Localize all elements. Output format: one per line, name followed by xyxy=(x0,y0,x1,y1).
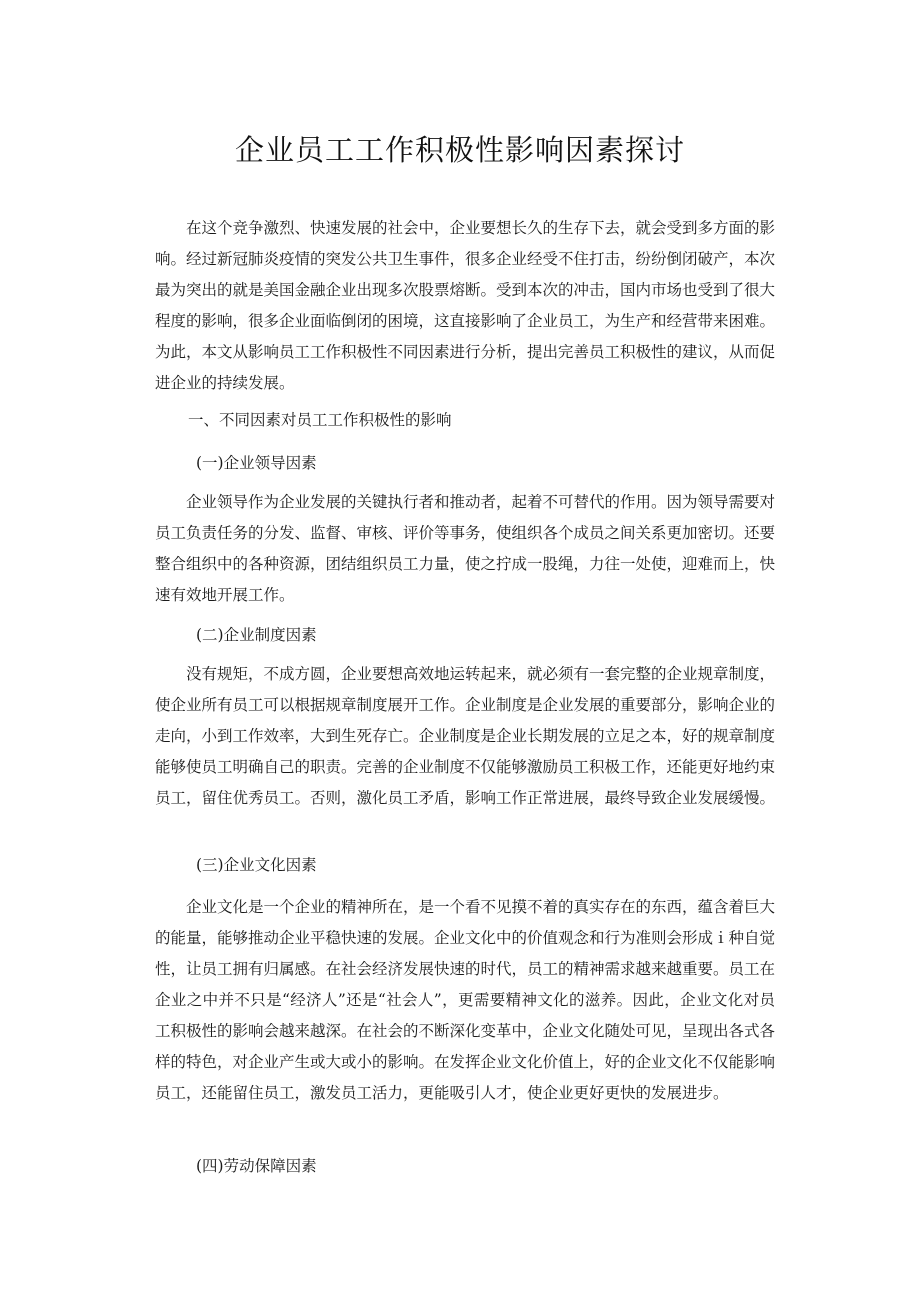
document-title: 企业员工工作积极性影响因素探讨 xyxy=(234,133,685,167)
section-1-heading: 一、不同因素对员工工作积极性的影响 xyxy=(188,411,452,429)
subsection-3-paragraph: 企业文化是一个企业的精神所在，是一个看不见摸不着的真实存在的东西，蕴含着巨大的能量，能够推动企业平稳快速的发展。企业文化中的价值观念和行为准则会形成ｉ种自觉性，让员工拥有归属感。在社会经济发展快速的时代，员工的精神需求越来越重要。员工在企业之中并不只是“经济人”还是“社会人”，更需要精神文化的滋养。因此，企业文化对员工积极性的影响会越来越深。在社会的不断深化变革中，企业文化随处可见，呈现出各式各样的特色，对企业产生或大或小的影响。在发挥企业文化价值上，好的企业文化不仅能影响员工，还能留住员工，激发员工活力，更能吸引人才，使企业更好更快的发展进步。 xyxy=(155,898,776,1102)
subsection-1-heading: (一)企业领导因素 xyxy=(196,454,317,472)
subsection-2-heading: (二)企业制度因素 xyxy=(196,626,317,644)
subsection-3-heading: (三)企业文化因素 xyxy=(196,856,317,874)
subsection-4-heading: (四)劳动保障因素 xyxy=(196,1157,317,1175)
subsection-2-paragraph: 没有规矩，不成方圆，企业要想高效地运转起来，就必须有一套完整的企业规章制度，使企业所有员工可以根据规章制度展开工作。企业制度是企业发展的重要部分，影响企业的走向，小到工作效率，大到生死存亡。企业制度是企业长期发展的立足之本，好的规章制度能够使员工明确自己的职责。完善的企业制度不仅能够激励员工积极工作，还能更好地约束员工，留住优秀员工。否则，激化员工矛盾，影响工作正常进展，最终导致企业发展缓慢。 xyxy=(155,665,776,807)
subsection-1-paragraph: 企业领导作为企业发展的关键执行者和推动者，起着不可替代的作用。因为领导需要对员工负责任务的分发、监督、审核、评价等事务，使组织各个成员之间关系更加密切。还要整合组织中的各种资源，团结组织员工力量，使之拧成一股绳，力往一处使，迎难而上，快速有效地开展工作。 xyxy=(155,493,776,604)
intro-paragraph: 在这个竞争激烈、快速发展的社会中，企业要想长久的生存下去，就会受到多方面的影响。经过新冠肺炎疫情的突发公共卫生事件，很多企业经受不住打击，纷纷倒闭破产，本次最为突出的就是美国金融企业出现多次股票熔断。受到本次的冲击，国内市场也受到了很大程度的影响，很多企业面临倒闭的困境，这直接影响了企业员工，为生产和经营带来困难。为此，本文从影响员工工作积极性不同因素进行分析，提出完善员工积极性的建议，从而促进企业的持续发展。 xyxy=(155,219,776,392)
